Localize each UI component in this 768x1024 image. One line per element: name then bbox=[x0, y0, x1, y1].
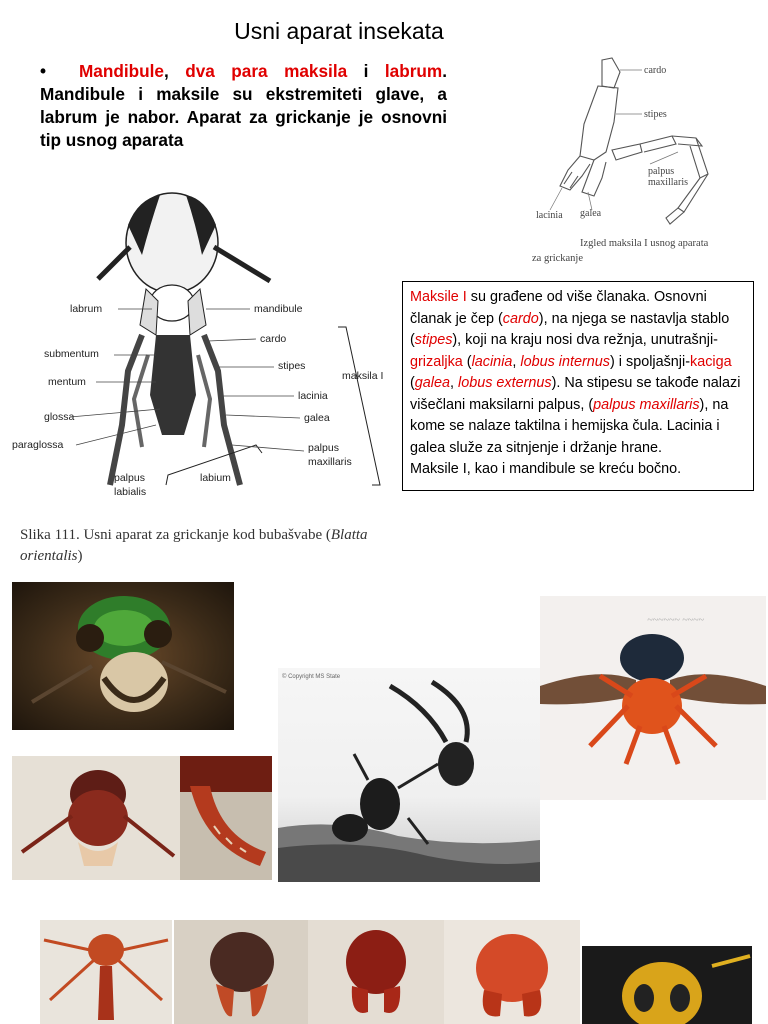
label-maksila: maksila I bbox=[342, 370, 384, 382]
photo-copyright: © Copyright MS State bbox=[282, 674, 341, 680]
photo-tiger-beetle bbox=[12, 582, 234, 730]
term-lobus-internus: lobus internus bbox=[520, 353, 611, 370]
label-palpus: palpus bbox=[648, 166, 675, 177]
label-maxillaris: maxillaris bbox=[308, 456, 352, 468]
term-maksile: dva para maksila bbox=[185, 61, 348, 81]
photo-label-script: ~~~~ ~~~~~~ bbox=[647, 613, 704, 624]
intro-paragraph bbox=[40, 60, 447, 152]
caption-text: Slika 111. Usni aparat za grickanje kod bubašvabe ( bbox=[20, 527, 331, 543]
info-text: su građene od više članaka. Osnovni članak je čep ( bbox=[410, 289, 707, 327]
info-text: ( bbox=[462, 353, 472, 370]
photo-ant-head bbox=[12, 756, 180, 880]
page-title: Usni aparat insekata bbox=[234, 18, 444, 44]
label-mentum: mentum bbox=[48, 376, 86, 388]
maxilla-caption-1: Izgled maksila I usnog aparata bbox=[580, 238, 709, 249]
term-lacinia: lacinia bbox=[471, 353, 513, 370]
label-lacinia: lacinia bbox=[298, 390, 328, 402]
info-text: ), na kome se nalaze taktilna i hemijska čula. Lacinia i galea služe za sitnjenje i držanje hrane. bbox=[410, 396, 729, 456]
label-paraglossa: paraglossa bbox=[12, 439, 64, 451]
maxilla-info-box bbox=[402, 281, 754, 491]
term-maksile-i: Maksile I bbox=[410, 289, 467, 305]
label-lacinia: lacinia bbox=[536, 210, 563, 221]
label-palpus-lab: palpus bbox=[114, 472, 145, 484]
label-labium: labium bbox=[200, 472, 231, 484]
term-cardo: cardo bbox=[502, 310, 539, 327]
label-submentum: submentum bbox=[44, 348, 99, 360]
label-galea: galea bbox=[580, 208, 602, 219]
photo-ant-2 bbox=[174, 920, 308, 1024]
intro-rest: . Mandibule i maksile su ekstremiteti glave, a labrum je nabor. Aparat za grickanje je osnovni tip usnog aparata bbox=[40, 61, 447, 150]
cockroach-mouthparts-diagram bbox=[10, 185, 400, 515]
term-labrum: labrum bbox=[384, 61, 443, 81]
photo-ant-3 bbox=[308, 920, 444, 1024]
label-cardo: cardo bbox=[260, 333, 287, 345]
photo-wasp bbox=[582, 946, 752, 1024]
figure-caption bbox=[20, 525, 410, 567]
info-text-last: Maksile I, kao i mandibule se kreću bočno. bbox=[410, 461, 682, 477]
info-text: ). Na stipesu se takođe nalazi višečlani maksilarni palpus, ( bbox=[410, 375, 741, 413]
label-stipes: stipes bbox=[278, 360, 306, 372]
sep: i bbox=[347, 61, 385, 81]
label-glossa: glossa bbox=[44, 411, 75, 423]
info-text: , bbox=[450, 375, 459, 391]
photo-ant-1 bbox=[40, 920, 172, 1024]
photo-stag-beetles bbox=[278, 668, 540, 882]
label-cardo: cardo bbox=[644, 65, 667, 76]
photo-ant-4 bbox=[444, 920, 580, 1024]
info-text: ) i spoljašnji- bbox=[610, 353, 690, 370]
info-text: , bbox=[512, 353, 521, 370]
info-text: ), na njega se nastavlja stablo ( bbox=[410, 310, 730, 348]
term-palpus-maxillaris: palpus maxillaris bbox=[593, 396, 700, 413]
photo-mandible-closeup bbox=[180, 756, 272, 880]
label-mandibule: mandibule bbox=[254, 303, 303, 315]
info-text: ), koji na kraju nosi dva režnja, unutrašnji- bbox=[452, 332, 718, 348]
label-galea: galea bbox=[304, 412, 330, 424]
caption-end: ) bbox=[77, 548, 83, 564]
term-stipes: stipes bbox=[414, 332, 453, 348]
label-labrum: labrum bbox=[70, 303, 103, 315]
caption-species: Blatta orientalis bbox=[20, 527, 368, 564]
maxilla-diagram bbox=[502, 52, 764, 272]
label-maxillaris: maxillaris bbox=[648, 177, 688, 188]
bullet: • bbox=[40, 61, 47, 81]
term-mandibule: Mandibule bbox=[78, 61, 164, 81]
label-labialis: labialis bbox=[114, 486, 147, 498]
label-stipes: stipes bbox=[644, 109, 667, 120]
term-lobus-externus: lobus externus bbox=[458, 375, 552, 391]
term-galea: galea bbox=[414, 375, 451, 391]
label-palpus-max: palpus bbox=[308, 442, 339, 454]
info-text: ( bbox=[410, 375, 415, 391]
sep: , bbox=[163, 61, 186, 81]
term-kaciga: kaciga bbox=[690, 353, 732, 370]
term-grizaljka: grizaljka bbox=[410, 353, 463, 370]
photo-hornet bbox=[540, 596, 766, 800]
maxilla-caption-2: za grickanje bbox=[532, 253, 584, 264]
